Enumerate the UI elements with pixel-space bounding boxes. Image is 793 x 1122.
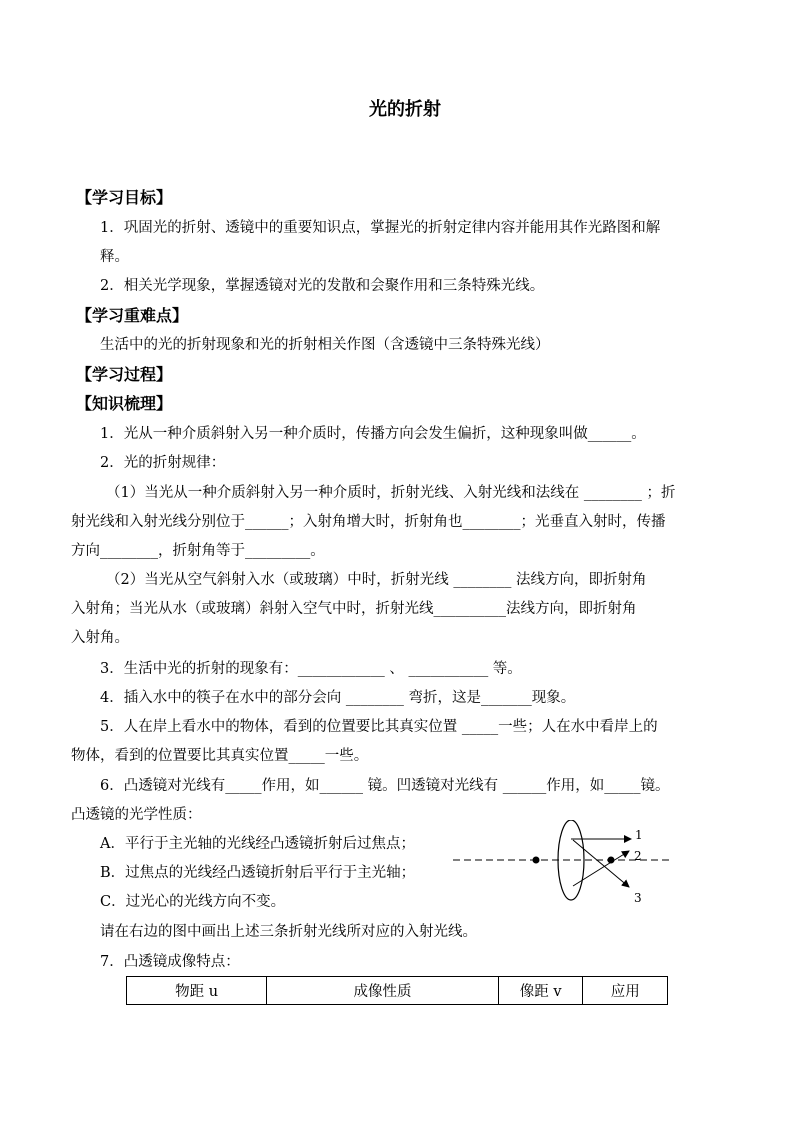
section-objectives-heading: 【学习目标】 — [76, 188, 173, 207]
knowledge-line-9: 3．生活中光的折射的现象有：____________ 、 ___________ 等。 — [100, 661, 522, 677]
lens-property-a: A．平行于主光轴的光线经凸透镜折射后过焦点； — [100, 836, 415, 852]
knowledge-line-1: 1．光从一种介质斜射入另一种介质时，传播方向会发生偏折，这种现象叫做______。 — [100, 426, 646, 442]
header-application: 应用 — [583, 977, 668, 1005]
header-object-distance: 物距 u — [127, 977, 267, 1005]
ray-label-3: 3 — [634, 891, 642, 905]
knowledge-line-12: 物体，看到的位置要比其真实位置_____一些。 — [71, 748, 369, 764]
focal-point-left — [533, 857, 540, 864]
objective-1-line-1: 1．巩固光的折射、透镜中的重要知识点，掌握光的折射定律内容并能用其作光路图和解 — [100, 220, 661, 236]
knowledge-line-5: 方向________，折射角等于_________。 — [71, 543, 325, 559]
ray-label-2: 2 — [634, 849, 642, 863]
knowledge-line-13: 6．凸透镜对光线有_____作用，如______ 镜。凹透镜对光线有 ______作用，如_____镜。 — [100, 778, 670, 794]
objective-1-line-2: 释。 — [100, 249, 129, 265]
knowledge-line-7: 入射角；当光从水（或玻璃）斜射入空气中时，折射光线__________法线方向，即折射角 — [71, 601, 637, 617]
knowledge-line-11: 5．人在岸上看水中的物体，看到的位置要比其真实位置 _____一些；人在水中看岸上的 — [100, 719, 658, 735]
section-key-points-heading: 【学习重难点】 — [76, 306, 189, 325]
table-header-row — [127, 977, 668, 1005]
lens-property-b: B．过焦点的光线经凸透镜折射后平行于主光轴； — [100, 865, 416, 881]
page-title: 光的折射 — [369, 99, 441, 120]
section-knowledge-heading: 【知识梳理】 — [76, 394, 173, 413]
header-image-nature: 成像性质 — [267, 977, 499, 1005]
knowledge-line-18: 请在右边的图中画出上述三条折射光线所对应的入射光线。 — [100, 924, 477, 940]
objective-2: 2．相关光学现象，掌握透镜对光的发散和会聚作用和三条特殊光线。 — [100, 278, 545, 294]
convex-lens-imaging-table — [126, 976, 668, 1005]
knowledge-line-4: 射光线和入射光线分别位于______；入射角增大时，折射角也________；光垂直入射时，传播 — [71, 514, 666, 530]
knowledge-line-10: 4．插入水中的筷子在水中的部分会向 ________ 弯折，这是_______现象。 — [100, 690, 576, 706]
key-points-text: 生活中的光的折射现象和光的折射相关作图（含透镜中三条特殊光线） — [100, 337, 550, 353]
refracted-ray-2 — [573, 851, 629, 886]
refracted-ray-3 — [573, 840, 629, 887]
knowledge-line-2: 2．光的折射规律： — [100, 455, 226, 471]
knowledge-line-6: （2）当光从空气斜射入水（或玻璃）中时，折射光线 ________ 法线方向，即折射角 — [106, 572, 647, 588]
header-image-distance: 像距 v — [498, 977, 583, 1005]
knowledge-line-19: 7．凸透镜成像特点： — [100, 954, 240, 970]
knowledge-line-14: 凸透镜的光学性质： — [71, 807, 202, 823]
knowledge-line-8: 入射角。 — [71, 630, 129, 646]
knowledge-line-3: （1）当光从一种介质斜射入另一种介质时，折射光线、入射光线和法线在 ________ ；折 — [106, 485, 676, 501]
convex-lens-diagram — [448, 820, 678, 910]
ray-label-1: 1 — [635, 828, 643, 842]
lens-property-c: C．过光心的光线方向不变。 — [100, 894, 286, 910]
section-process-heading: 【学习过程】 — [76, 365, 173, 384]
